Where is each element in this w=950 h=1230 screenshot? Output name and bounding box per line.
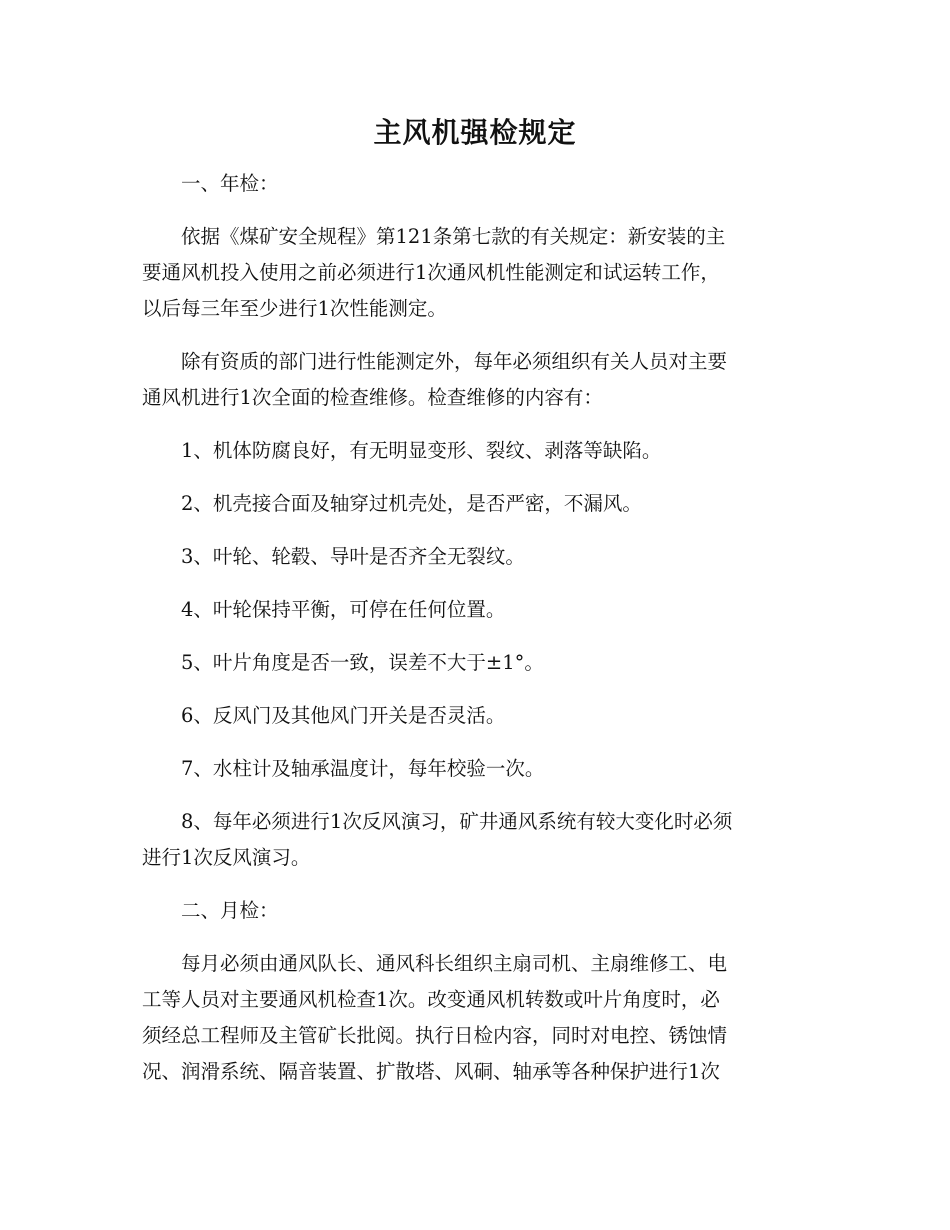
list-item: 1、机体防腐良好，有无明显变形、裂纹、剥落等缺陷。 [181,439,662,462]
document-body [142,166,804,1107]
section-heading-annual: 一、年检： [181,172,279,195]
paragraph-line: 依据《煤矿安全规程》第121条第七款的有关规定：新安装的主 [181,225,726,248]
list-item: 6、反风门及其他风门开关是否灵活。 [181,704,506,727]
list-item: 5、叶片角度是否一致，误差不大于±1°。 [181,651,544,674]
paragraph-annual-inspection [142,344,804,416]
section-heading-monthly: 二、月检： [181,899,279,922]
list-item: 2、机壳接合面及轴穿过机壳处，是否严密，不漏风。 [181,492,642,515]
list-item: 7、水柱计及轴承温度计，每年校验一次。 [181,757,545,780]
paragraph-line: 要通风机投入使用之前必须进行1次通风机性能测定和试运转工作， [142,261,720,284]
paragraph-line: 工等人员对主要通风机检查1次。改变通风机转数或叶片角度时，必 [142,988,720,1011]
list-item [142,804,804,876]
list-item: 3、叶轮、轮毂、导叶是否齐全无裂纹。 [181,545,525,568]
paragraph-line: 须经总工程师及主管矿长批阅。执行日检内容，同时对电控、锈蚀情 [142,1024,728,1047]
paragraph-line: 8、每年必须进行1次反风演习，矿井通风系统有较大变化时必须 [181,810,733,833]
paragraph-regulation-basis [142,219,804,327]
document-title: 主风机强检规定 [373,116,577,149]
paragraph-line: 况、润滑系统、隔音装置、扩散塔、风硐、轴承等各种保护进行1次 [142,1060,720,1083]
paragraph-line: 除有资质的部门进行性能测定外，每年必须组织有关人员对主要 [181,350,728,373]
paragraph-line: 通风机进行1次全面的检查维修。检查维修的内容有： [142,386,603,409]
paragraph-line: 进行1次反风演习。 [142,846,311,869]
paragraph-monthly-inspection [142,946,804,1090]
paragraph-line: 每月必须由通风队长、通风科长组织主扇司机、主扇维修工、电 [181,952,728,975]
paragraph-line: 以后每三年至少进行1次性能测定。 [142,297,447,320]
list-item: 4、叶轮保持平衡，可停在任何位置。 [181,598,506,621]
